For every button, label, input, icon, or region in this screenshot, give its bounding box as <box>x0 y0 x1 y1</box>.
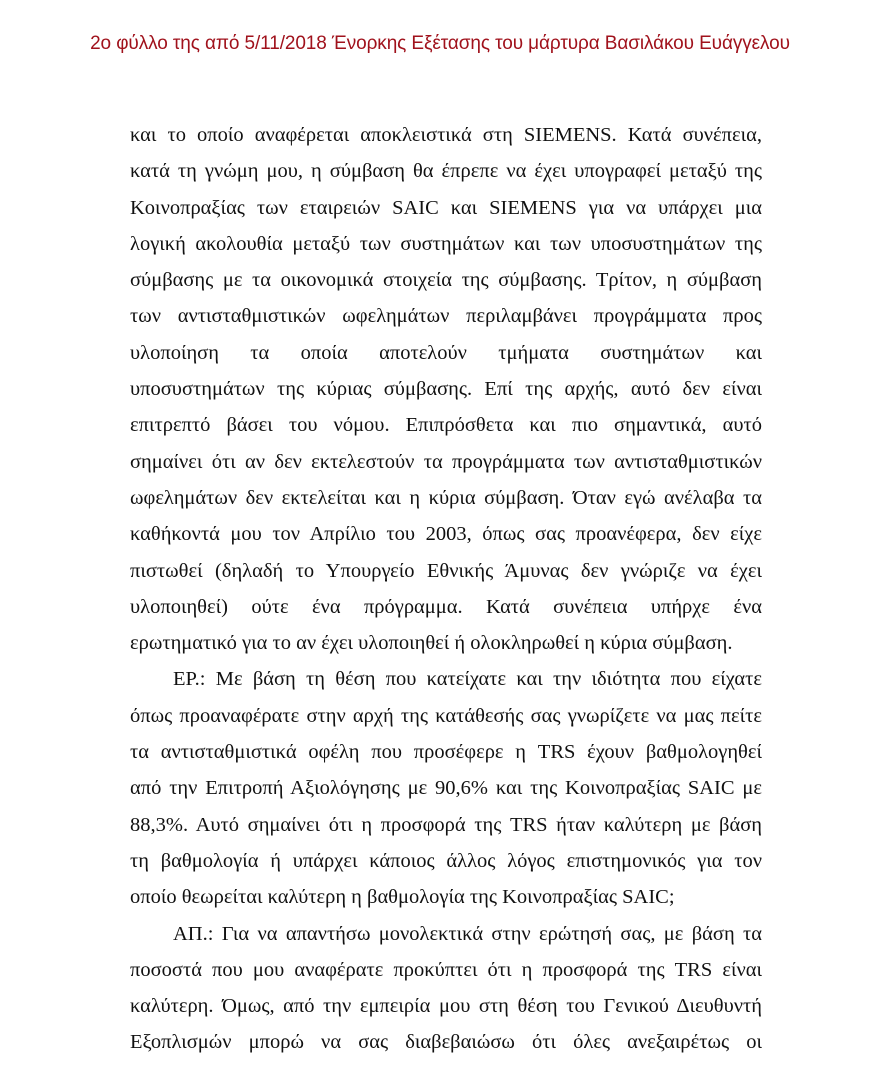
body-line: και το οποίο αναφέρεται αποκλειστικά στη SIEMENS. Κατά συνέπεια, <box>130 124 762 146</box>
body-line: λογική ακολουθία μεταξύ των συστημάτων και των υποσυστημάτων της <box>130 232 762 255</box>
body-line: τη βαθμολογία ή υπάρχει κάποιος άλλος λόγος επιστημονικός για τον <box>130 849 762 872</box>
body-line: υλοποιηθεί) ούτε ένα πρόγραμμα. Κατά συνέπεια υπήρχε ένα <box>130 595 762 618</box>
body-line: ωφελημάτων δεν εκτελείται και η κύρια σύμβαση. Όταν εγώ ανέλαβα τα <box>130 486 762 509</box>
body-line: Εξοπλισμών μπορώ να σας διαβεβαιώσω ότι όλες ανεξαιρέτως οι <box>130 1031 762 1054</box>
body-line: πιστωθεί (δηλαδή το Υπουργείο Εθνικής Άμυνας δεν γνώριζε να έχει <box>130 559 762 582</box>
body-line: από την Επιτροπή Αξιολόγησης με 90,6% και της Κοινοπραξίας SAIC με <box>130 777 762 800</box>
body-line: των αντισταθμιστικών ωφελημάτων περιλαμβάνει προγράμματα προς <box>130 305 762 328</box>
body-line: καθήκοντά μου τον Απρίλιο του 2003, όπως σας προανέφερα, δεν είχε <box>130 523 762 546</box>
answer-line-start: ΑΠ.: Για να απαντήσω μονολεκτικά στην ερώτησή σας, με βάση τα <box>173 922 762 945</box>
body-line: καλύτερη. Όμως, από την εμπειρία μου στη θέση του Γενικού Διευθυντή <box>130 995 762 1018</box>
body-line: κατά τη γνώμη μου, η σύμβαση θα έπρεπε να έχει υπογραφεί μεταξύ της <box>130 160 762 183</box>
document-header-title: 2ο φύλλο της από 5/11/2018 Ένορκης Εξέτασης του μάρτυρα Βασιλάκου Ευάγγελου <box>90 33 790 54</box>
body-line-paragraph-end: οποίο θεωρείται καλύτερη η βαθμολογία της Κοινοπραξίας SAIC; <box>130 886 675 909</box>
body-line: όπως προαναφέρατε στην αρχή της κατάθεσής σας γνωρίζετε να μας πείτε <box>130 704 762 727</box>
body-line: σημαίνει ότι αν δεν εκτελεστούν τα προγράμματα των αντισταθμιστικών <box>130 450 762 473</box>
body-line: υλοποίηση τα οποία αποτελούν τμήματα συστημάτων και <box>130 341 762 364</box>
body-line: 88,3%. Αυτό σημαίνει ότι η προσφορά της TRS ήταν καλύτερη με βάση <box>130 813 762 836</box>
body-line: σύμβασης με τα οικονομικά στοιχεία της σύμβασης. Τρίτον, η σύμβαση <box>130 269 762 292</box>
body-line: επιτρεπτό βάσει του νόμου. Επιπρόσθετα και πιο σημαντικά, αυτό <box>130 414 762 437</box>
body-line: Κοινοπραξίας των εταιρειών SAIC και SIEMENS για να υπάρχει μια <box>130 196 762 219</box>
body-line: υποσυστημάτων της κύριας σύμβασης. Επί της αρχής, αυτό δεν είναι <box>130 378 762 401</box>
question-line-start: ΕΡ.: Με βάση τη θέση που κατείχατε και την ιδιότητα που είχατε <box>173 668 762 691</box>
document-body <box>130 117 762 1061</box>
body-line: τα αντισταθμιστικά οφέλη που προσέφερε η TRS έχουν βαθμολογηθεί <box>130 741 762 764</box>
body-line: ποσοστά που μου αναφέρατε προκύπτει ότι η προσφορά της TRS είναι <box>130 958 762 981</box>
body-line-paragraph-end: ερωτηματικό για το αν έχει υλοποιηθεί ή ολοκληρωθεί η κύρια σύμβαση. <box>130 632 733 655</box>
